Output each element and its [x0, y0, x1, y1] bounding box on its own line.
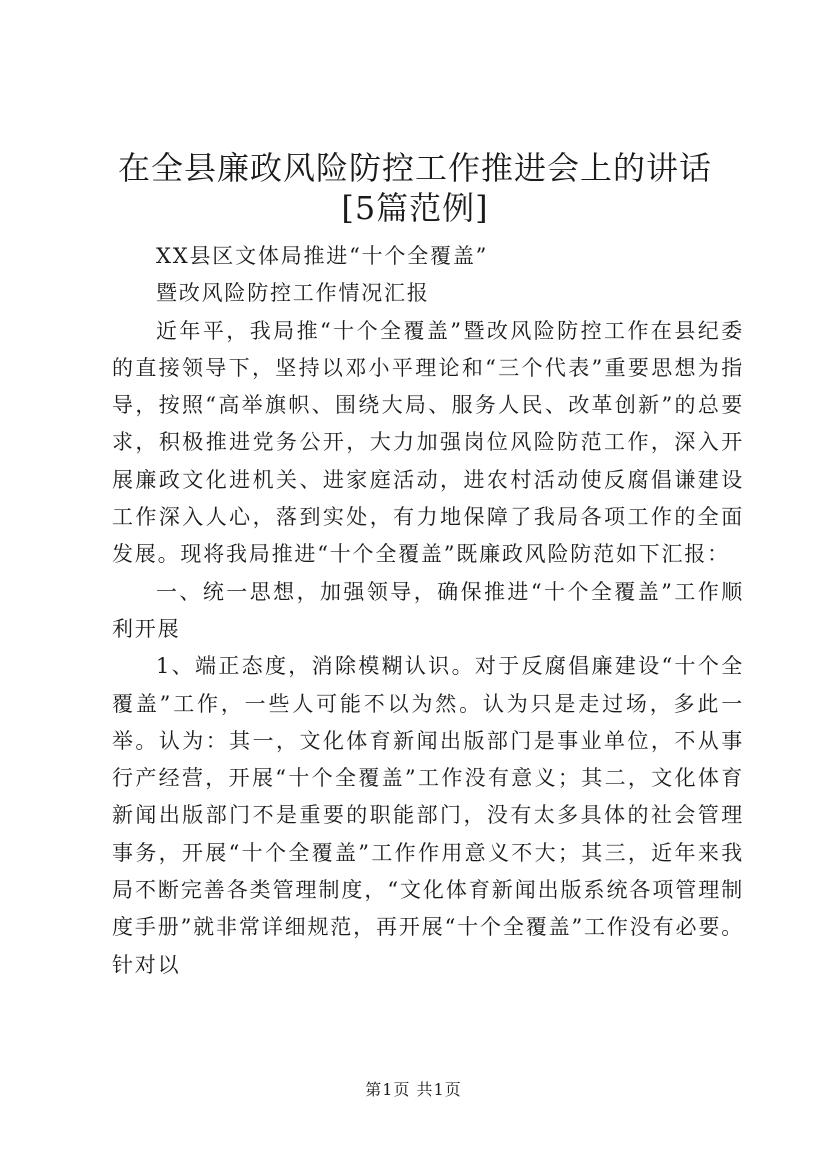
paragraph-item-1: 1、端正态度，消除模糊认识。对于反腐倡廉建设“十个全覆盖”工作，一些人可能不以为然。认为只是走过场，多此一举。认为：其一，文化体育新闻出版部门是事业单位，不从事行产经营，开展“十个全覆盖”工作没有意义；其二，文化体育新闻出版部门不是重要的职能部门，没有太多具体的社会管理事务，开展“十个全覆盖”工作作用意义不大；其三，近年来我局不断完善各类管理制度，“文化体育新闻出版系统各项管理制度手册”就非常详细规范，再开展“十个全覆盖”工作没有必要。针对以 [112, 654, 744, 977]
document-body [112, 238, 744, 984]
paragraph-intro: 近年平，我局推“十个全覆盖”暨改风险防控工作在县纪委的直接领导下，坚持以邓小平理论和“三个代表”重要思想为指导，按照“高举旗帜、围绕大局、服务人民、改革创新”的总要求，积极推进党务公开，大力加强岗位风险防范工作，深入开展廉政文化进机关、进家庭活动，进农村活动使反腐倡谦建设工作深入人心，落到实处，有力地保障了我局各项工作的全面发展。现将我局推进“十个全覆盖”既廉政风险防范如下汇报： [112, 318, 744, 567]
paragraph-heading-2: 暨改风险防控工作情况汇报 [156, 281, 430, 306]
document-title: 在全县廉政风险防控工作推进会上的讲话[5篇范例] [117, 149, 712, 227]
page-footer: 第1页 共1页 [365, 1080, 462, 1099]
paragraph-section-1: 一、统一思想，加强领导，确保推进“十个全覆盖”工作顺利开展 [112, 579, 744, 641]
paragraph-heading-1: XX县区文体局推进“十个全覆盖” [156, 244, 489, 268]
